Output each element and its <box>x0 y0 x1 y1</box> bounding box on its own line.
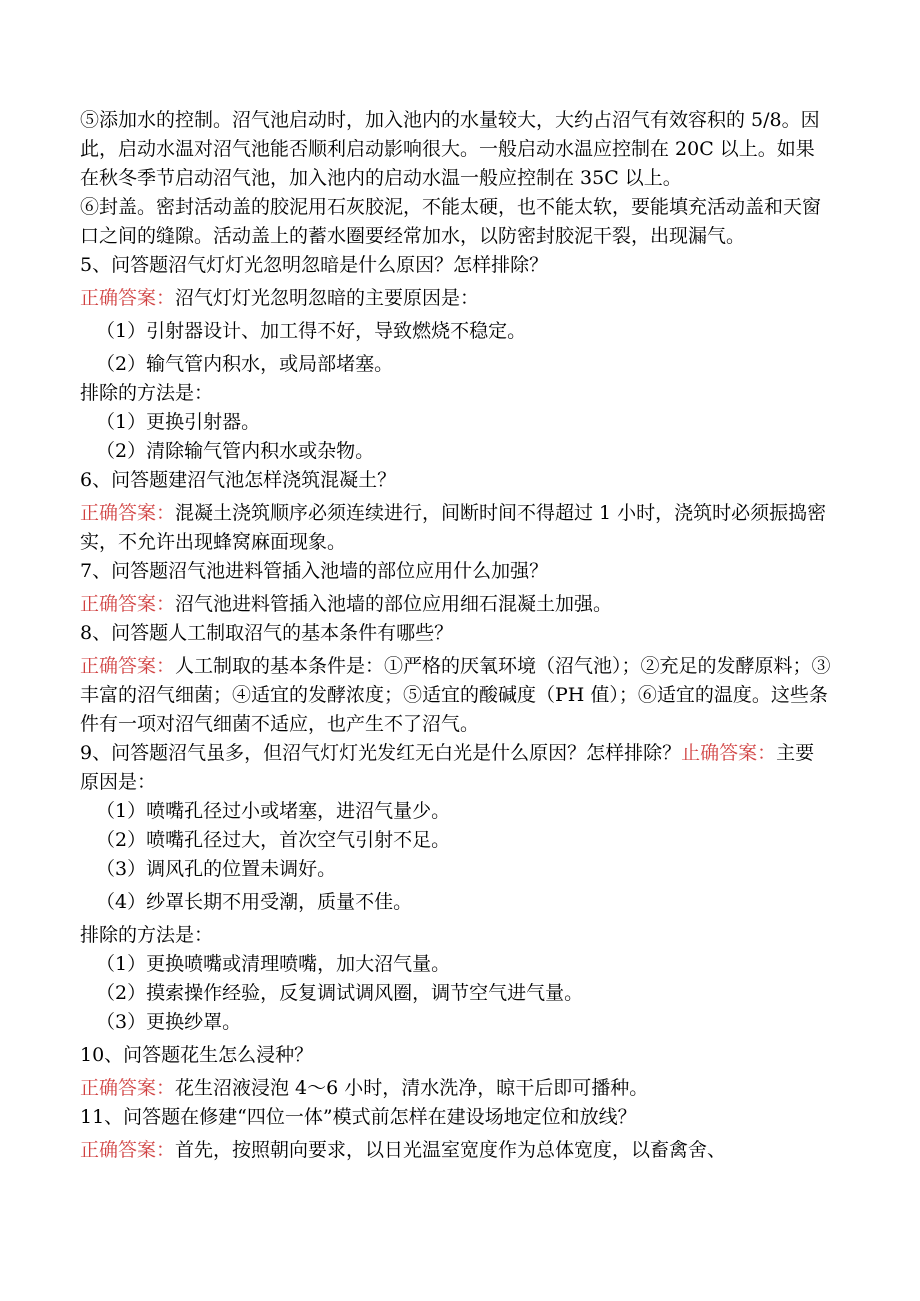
answer-5-fix-2: （2）清除输气管内积水或杂物。 <box>96 440 375 462</box>
question-9-text: 9、问答题沼气虽多，但沼气灯灯光发红无白光是什么原因？怎样排除？ <box>80 742 682 764</box>
answer-5-fix-title: 排除的方法是： <box>80 382 214 404</box>
answer-5-cause-2: （2）输气管内积水，或局部堵塞。 <box>96 353 394 375</box>
answer-9-fix-3: （3）更换纱罩。 <box>96 1011 242 1033</box>
paragraph-sealing: ⑥封盖。密封活动盖的胶泥用石灰胶泥，不能太硬，也不能太软，要能填充活动盖和天窗口之间的缝隙。活动盖上的蓄水圈要经常加水，以防密封胶泥干裂，出现漏气。 <box>80 196 822 247</box>
answer-9-fix-title: 排除的方法是： <box>80 924 214 946</box>
answer-10-text: 花生沼液浸泡 4～6 小时，清水洗净，晾干后即可播种。 <box>175 1077 649 1099</box>
answer-9-cause-3: （3）调风孔的位置未调好。 <box>96 858 337 880</box>
answer-label: 正确答案： <box>80 502 176 524</box>
answer-5 <box>80 284 832 313</box>
answer-10 <box>80 1074 832 1103</box>
question-11: 11、问答题在修建“四位一体”模式前怎样在建设场地定位和放线？ <box>80 1106 637 1128</box>
question-8: 8、问答题人工制取沼气的基本条件有哪些？ <box>80 622 454 644</box>
answer-9-fix-2: （2）摸索操作经验，反复调试调风圈，调节空气进气量。 <box>96 982 584 1004</box>
answer-11-text: 首先，按照朝向要求，以日光温室宽度作为总体宽度，以畜禽舍、 <box>175 1139 727 1161</box>
answer-label: 正确答案： <box>80 1077 176 1099</box>
answer-label: 正确答案： <box>80 655 176 677</box>
answer-9-cause-2: （2）喷嘴孔径过大，首次空气引射不足。 <box>96 829 451 851</box>
question-7: 7、问答题沼气池进料管插入池墙的部位应用什么加强？ <box>80 560 549 582</box>
answer-8-text: 人工制取的基本条件是：①严格的厌氧环境（沼气池）；②充足的发酵原料；③丰富的沼气细菌；④适宜的发酵浓度；⑤适宜的酸碱度（PH 值）；⑥适宜的温度。这些条件有一项对沼气细菌不适应，也产生不了沼气。 <box>80 655 831 735</box>
paragraph-water-control: ⑤添加水的控制。沼气池启动时，加入池内的水量较大，大约占沼气有效容积的 5/8。因此，启动水温对沼气池能否顺利启动影响很大。一般启动水温应控制在 20C 以上。如果在秋冬季节启动沼气池，加入池内的启动水温一般应控制在 35C 以上。 <box>80 109 820 189</box>
question-10: 10、问答题花生怎么浸种？ <box>80 1044 314 1066</box>
answer-11 <box>80 1136 832 1165</box>
question-9 <box>80 739 832 797</box>
answer-6-text: 混凝土浇筑顺序必须连续进行，间断时间不得超过 1 小时，浇筑时必须振捣密实，不允许出现蜂窝麻面现象。 <box>80 502 827 553</box>
answer-9-cause-1: （1）喷嘴孔径过小或堵塞，进沼气量少。 <box>96 800 451 822</box>
answer-9-fix-1: （1）更换喷嘴或清理喷嘴，加大沼气量。 <box>96 953 451 975</box>
document-page <box>80 106 832 1165</box>
answer-label: 正确答案： <box>80 593 176 615</box>
answer-9-cause-4: （4）纱罩长期不用受潮，质量不佳。 <box>96 891 413 913</box>
answer-7 <box>80 590 832 619</box>
answer-label: 正确答案： <box>80 287 176 309</box>
answer-9-text: 主要原因是： <box>80 742 815 793</box>
answer-6 <box>80 499 832 557</box>
answer-5-cause-1: （1）引射器设计、加工得不好，导致燃烧不稳定。 <box>96 320 527 342</box>
answer-8 <box>80 652 832 739</box>
answer-7-text: 沼气池进料管插入池墙的部位应用细石混凝土加强。 <box>175 593 613 615</box>
answer-5-fix-1: （1）更换引射器。 <box>96 411 261 433</box>
answer-label: 止确答案： <box>681 742 777 764</box>
question-5: 5、问答题沼气灯灯光忽明忽暗是什么原因？怎样排除？ <box>80 254 549 276</box>
answer-5-text: 沼气灯灯光忽明忽暗的主要原因是： <box>175 287 480 309</box>
question-6: 6、问答题建沼气池怎样浇筑混凝土？ <box>80 469 397 491</box>
answer-label: 正确答案： <box>80 1139 176 1161</box>
